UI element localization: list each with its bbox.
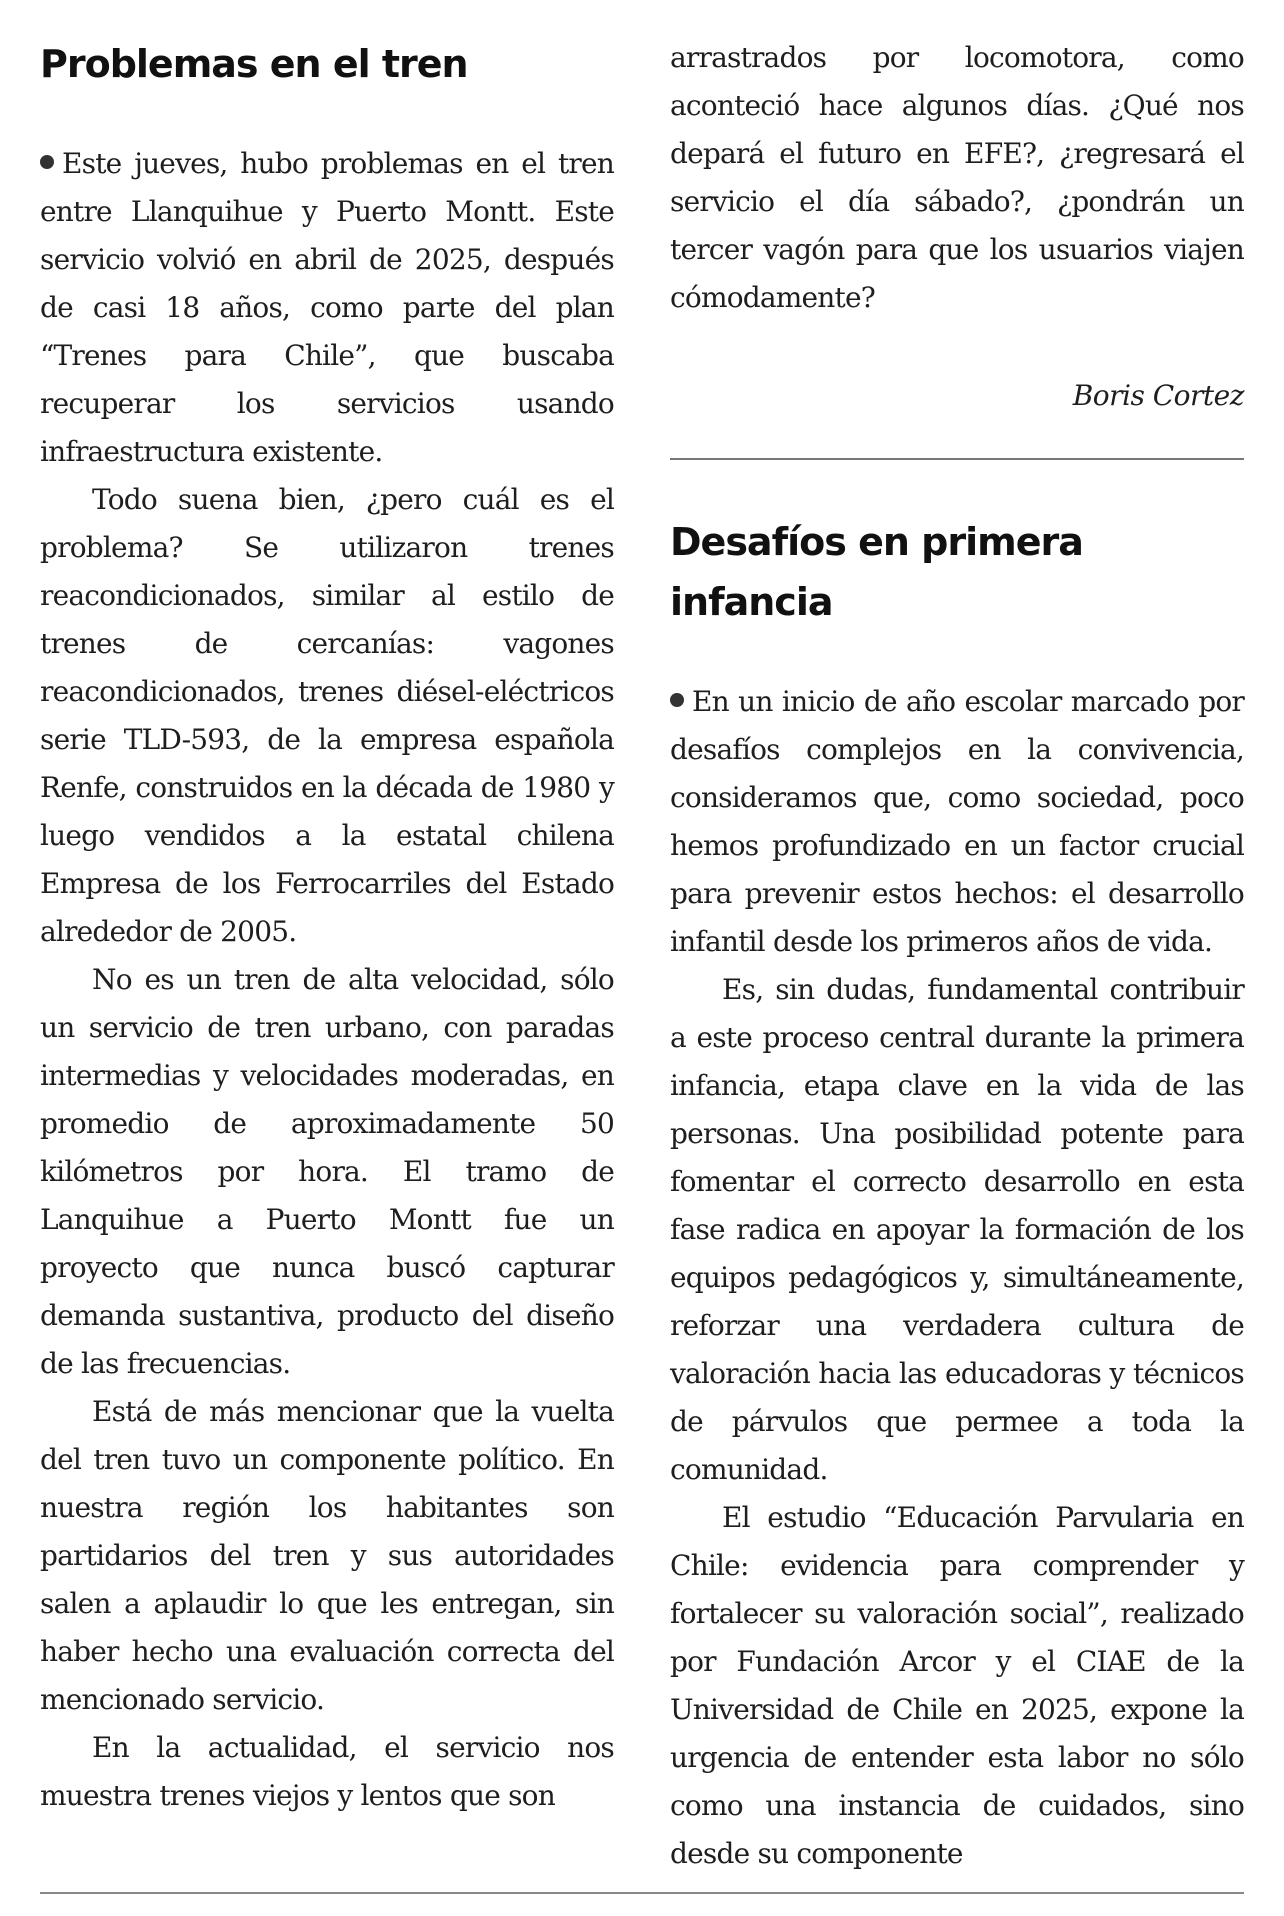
article-1-paragraph-2: Todo suena bien, ¿pero cuál es el problema? Se utilizaron trenes reacondicionados, similar al estilo de trenes de cercanías: vagones reacondicionados, trenes diésel-eléctricos serie TLD-593, de la empresa española Renfe, construidos en la década de 1980 y luego vendidos a la estatal chilena Empresa de los Ferrocarriles del Estado alrededor de 2005. [40, 483, 614, 948]
article-1-paragraph-1: Este jueves, hubo problemas en el tren entre Llanquihue y Puerto Montt. Este servicio volvió en abril de 2025, después de casi 18 años, como parte del plan “Trenes para Chile”, que buscaba recuperar los servicios usando infraestructura existente. [40, 147, 614, 468]
article-1-continuation [670, 34, 1244, 322]
article-1-body [40, 140, 614, 1820]
bottom-rule [40, 1892, 1244, 1894]
article-2-body [670, 678, 1244, 1878]
article-2-paragraph-2: Es, sin dudas, fundamental contribuir a este proceso central durante la primera infancia, etapa clave en la vida de las personas. Una posibilidad potente para fomentar el correcto desarrollo en esta fase radica en apoyar la formación de los equipos pedagógicos y, simultáneamente, reforzar una verdadera cultura de valoración hacia las educadoras y técnicos de párvulos que permee a toda la comunidad. [670, 973, 1244, 1486]
article-1-continuation-text: arrastrados por locomotora, como aconteció hace algunos días. ¿Qué nos depará el futuro en EFE?, ¿regresará el servicio el día sábado?, ¿pondrán un tercer vagón para que los usuarios viajen cómodamente? [670, 41, 1244, 314]
bullet-icon [670, 693, 684, 707]
article-2-title: Desafíos en primera infancia [670, 520, 1083, 624]
right-column [670, 34, 1244, 1878]
article-1-paragraph-3: No es un tren de alta velocidad, sólo un servicio de tren urbano, con paradas intermedias y velocidades moderadas, en promedio de aproximadamente 50 kilómetros por hora. El tramo de Lanquihue a Puerto Montt fue un proyecto que nunca buscó capturar demanda sustantiva, producto del diseño de las frecuencias. [40, 963, 614, 1380]
article-2-paragraph-1: En un inicio de año escolar marcado por desafíos complejos en la convivencia, consideramos que, como sociedad, poco hemos profundizado en un factor crucial para prevenir estos hechos: el desarrollo infantil desde los primeros años de vida. [670, 685, 1244, 958]
article-1-title: Problemas en el tren [40, 42, 468, 86]
section-divider [670, 458, 1244, 460]
article-1-author: Boris Cortez [1072, 379, 1244, 412]
left-column [40, 34, 614, 1820]
bullet-icon [40, 155, 54, 169]
article-1-paragraph-4: Está de más mencionar que la vuelta del tren tuvo un componente político. En nuestra región los habitantes son partidarios del tren y sus autoridades salen a aplaudir lo que les entregan, sin haber hecho una evaluación correcta del mencionado servicio. [40, 1395, 614, 1716]
article-2-paragraph-3: El estudio “Educación Parvularia en Chile: evidencia para comprender y fortalecer su valoración social”, realizado por Fundación Arcor y el CIAE de la Universidad de Chile en 2025, expone la urgencia de entender esta labor no sólo como una instancia de cuidados, sino desde su componente [670, 1501, 1244, 1870]
article-1-paragraph-5: En la actualidad, el servicio nos muestra trenes viejos y lentos que son [40, 1731, 614, 1812]
